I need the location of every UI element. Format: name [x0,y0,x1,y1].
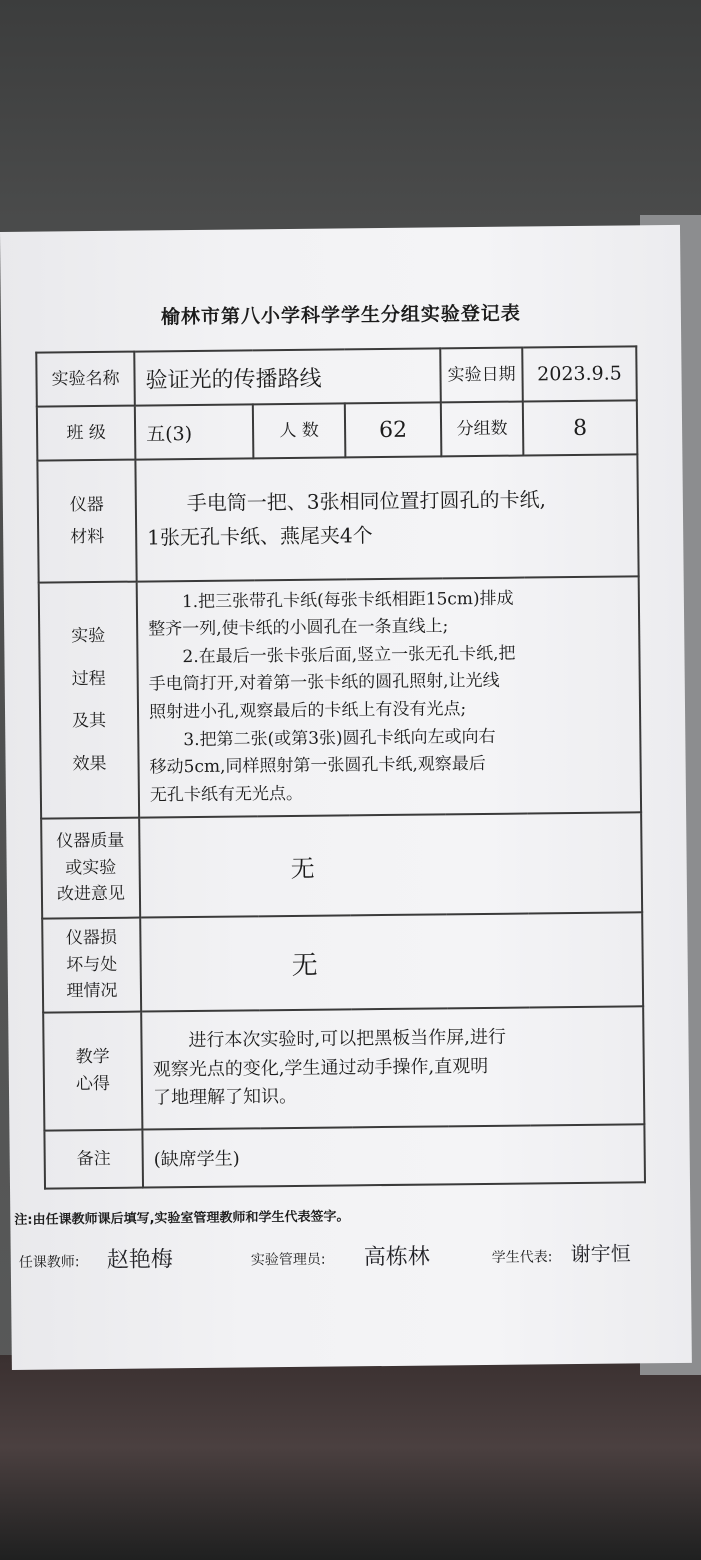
experiment-name-value: 验证光的传播路线 [134,348,441,405]
process-line: 1.把三张带孔卡纸(每张卡纸相距15cm)排成 [181,588,514,612]
teaching-label-line: 心得 [75,1073,111,1095]
damage-label [42,918,141,1013]
teaching-value [141,1006,644,1129]
process-label-line: 实验 [71,625,106,647]
materials-value [135,454,638,581]
form-title: 榆林市第八小学科学学生分组实验登记表 [160,302,521,329]
desk-background [0,1355,701,1560]
registration-table [35,345,646,1189]
row-experiment-name [36,346,637,406]
row-quality [41,812,642,918]
groups-value: 8 [523,400,638,455]
row-remarks [44,1124,645,1188]
admin-signature: 高栋林 [363,1244,430,1271]
date-value: 2023.9.5 [522,346,637,401]
teaching-line: 了地理解了知识。 [152,1086,298,1109]
registration-sheet [0,225,692,1370]
process-value [137,576,641,817]
student-rep-signature: 谢宇恒 [570,1241,631,1267]
teaching-line: 进行本次实验时,可以把黑板当作屏,进行 [188,1026,507,1051]
date-label: 实验日期 [440,348,523,403]
damage-label-line: 坏与处 [66,954,118,976]
footer-note: 注:由任课教师课后填写,实验室管理教师和学生代表签字。 [14,1209,350,1228]
teacher-signature: 赵艳梅 [106,1247,173,1273]
remarks-label: 备注 [44,1130,143,1189]
teaching-line: 观察光点的变化,学生通过动手操作,直观明 [152,1055,489,1081]
student-rep-label: 学生代表: [491,1249,553,1266]
row-materials [37,454,638,582]
process-line: 整齐一列,使卡纸的小圆孔在一条直线上; [148,616,449,640]
process-line: 手电筒打开,对着第一张卡纸的圆孔照射,让光线 [148,671,500,695]
process-line: 无孔卡纸有无光点。 [149,783,304,806]
damage-label-line: 仪器损 [65,928,118,949]
quality-label-line: 或实验 [65,857,117,879]
damage-value: 无 [140,912,643,1011]
process-line: 3.把第二张(或第3张)圆孔卡纸向左或向右 [183,726,496,750]
teaching-label [43,1012,142,1131]
groups-label: 分组数 [441,402,524,457]
class-label: 班 级 [37,406,136,461]
quality-label [41,818,140,919]
process-line: 照射进小孔,观察最后的卡纸上有没有光点; [148,699,467,723]
experiment-name-label: 实验名称 [36,352,135,407]
people-value: 62 [345,402,442,457]
row-process [39,576,641,818]
teaching-label-line: 教学 [75,1046,110,1068]
materials-label [37,460,136,583]
materials-line: 手电筒一把、3张相同位置打圆孔的卡纸, [186,487,547,516]
process-line: 2.在最后一张卡张后面,竖立一张无孔卡纸,把 [182,643,516,668]
damage-label-line: 理情况 [66,980,118,1002]
people-label: 人 数 [253,403,346,458]
process-line: 移动5cm,同样照射第一张圆孔卡纸,观察最后 [149,754,486,778]
quality-label-line: 改进意见 [56,883,126,905]
admin-label: 实验管理员: [250,1251,326,1269]
teacher-label: 任课教师: [18,1254,80,1271]
process-label-line: 效果 [72,753,107,774]
process-label [39,582,139,819]
materials-label-line: 材料 [70,526,105,548]
class-value: 五(3) [135,404,254,459]
quality-value: 无 [139,812,642,917]
row-class-info [37,400,638,460]
signature-row [19,1237,679,1284]
row-damage [42,912,643,1012]
materials-label-line: 仪器 [69,494,104,515]
process-label-line: 及其 [72,710,107,732]
row-teaching [43,1006,644,1130]
materials-line: 1张无孔卡纸、燕尾夹4个 [147,523,373,550]
process-label-line: 过程 [71,668,106,689]
remarks-value: (缺席学生) [142,1124,645,1187]
quality-label-line: 仪器质量 [56,831,125,852]
